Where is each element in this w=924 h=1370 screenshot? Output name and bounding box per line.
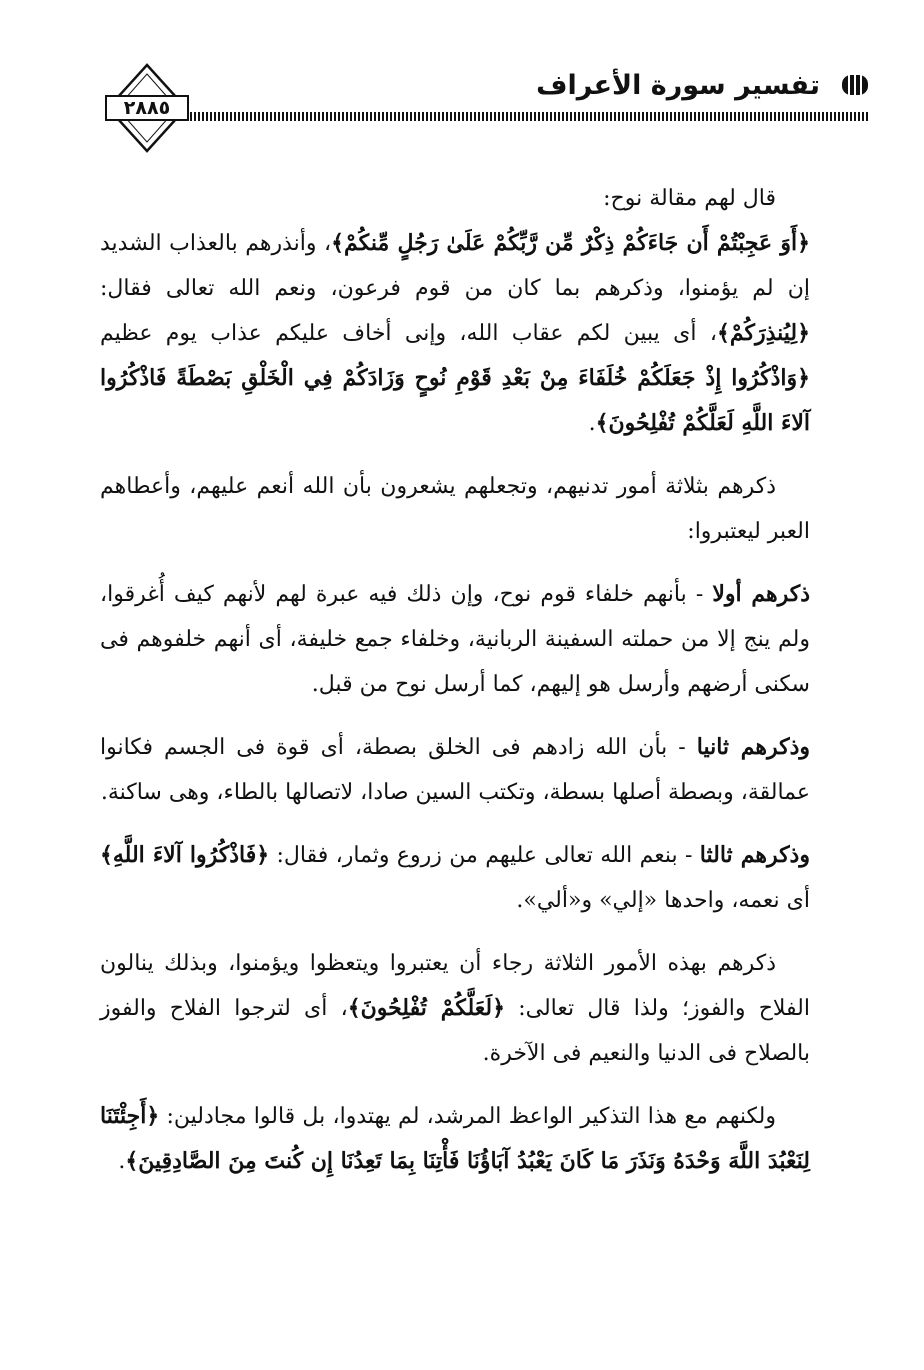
paragraph-p1: [100, 176, 810, 221]
bold-text: ﴿لَعَلَّكُمْ تُفْلِحُونَ﴾: [347, 995, 505, 1021]
body-text: ، أى يبين لكم عقاب الله، وإنى أخاف عليكم عذاب يوم عظيم: [100, 321, 717, 346]
body-text: .: [118, 1149, 126, 1174]
body-text: قال لهم مقالة نوح:: [603, 186, 776, 211]
bold-text: وذكرهم ثالثا: [699, 842, 810, 868]
body-text: ولكنهم مع هذا التذكير الواعظ المرشد، لم يهتدوا، بل قالوا مجادلين:: [159, 1104, 776, 1129]
paragraph-p8: [100, 1094, 810, 1184]
header-rule: [182, 112, 870, 121]
body-text: - بنعم الله تعالى عليهم من زروع وثمار، فقال:: [269, 843, 700, 868]
bold-text: ﴿وَاذْكُرُوا إِذْ جَعَلَكُمْ خُلَفَاءَ مِنْ بَعْدِ قَوْمِ نُوحٍ وَزَادَكُمْ فِي الْخَلْقِ بَصْطَةً فَاذْكُرُوا آلاءَ اللَّهِ لَعَلَّكُمْ تُفْلِحُونَ﴾: [100, 365, 810, 436]
page-number-badge: [104, 62, 190, 154]
body-text: - بأن الله زادهم فى الخلق بصطة، أى قوة فى الجسم فكانوا عمالقة، وبصطة أصلها بسطة، وتكتب السين صادا، لاتصالها بالطاء، وهى ساكنة.: [100, 735, 810, 805]
paragraph-p7: [100, 941, 810, 1076]
page-header: [104, 62, 870, 154]
page-title: تفسير سورة الأعراف: [536, 70, 820, 101]
body-text: - بأنهم خلفاء قوم نوح، وإن ذلك فيه عبرة لهم لأنهم كيف أُغرقوا، ولم ينج إلا من حملته السفينة الربانية، وخلفاء جمع خليفة، أى أنهم خلفوهم فى سكنى أرضهم وأرسل هو إليهم، كما أرسل نوح من قبل.: [100, 582, 810, 697]
body-text: ، وأنذرهم بالعذاب الشديد إن لم يؤمنوا، وذكرهم بما كان من قوم فرعون، ونعم الله تعالى فقال:: [100, 231, 810, 301]
bold-text: وذكرهم ثانيا: [696, 734, 810, 760]
bold-text: ﴿أَوَ عَجِبْتُمْ أَن جَاءَكُمْ ذِكْرٌ مِّن رَّبِّكُمْ عَلَىٰ رَجُلٍ مِّنكُمْ﴾: [331, 230, 810, 256]
body-text: ، أى لترجوا الفلاح والفوز بالصلاح فى الدنيا والنعيم فى الآخرة.: [100, 996, 810, 1066]
body-text: ذكرهم بهذه الأمور الثلاثة رجاء أن يعتبروا ويتعظوا ويؤمنوا، وبذلك ينالون الفلاح والفوز؛ ولذا قال تعالى:: [100, 951, 810, 1021]
body-text: أى نعمه، واحدها «إلي» و«ألي».: [516, 888, 810, 913]
page-body: [100, 176, 810, 1184]
body-text: .: [588, 411, 596, 436]
paragraph-p5: [100, 725, 810, 815]
bold-text: ﴿فَاذْكُرُوا آلاءَ اللَّهِ﴾: [100, 842, 270, 868]
paragraph-p4: [100, 572, 810, 707]
bold-text: ﴿لِيُنذِرَكُمْ﴾: [716, 320, 810, 346]
paragraph-p2: [100, 221, 810, 446]
ornament-icon: [840, 72, 870, 98]
bold-text: ذكرهم أولا: [712, 581, 810, 607]
paragraph-p6: [100, 833, 810, 923]
page-number: ٢٨٨٥: [123, 97, 171, 119]
bold-text: ﴿أَجِئْتَنَا لِنَعْبُدَ اللَّهَ وَحْدَهُ وَنَذَرَ مَا كَانَ يَعْبُدُ آبَاؤُنَا فَأْتِنَا بِمَا تَعِدُنَا إِن كُنتَ مِنَ الصَّادِقِينَ﴾: [100, 1103, 810, 1174]
paragraph-p3: [100, 464, 810, 554]
body-text: ذكرهم بثلاثة أمور تدنيهم، وتجعلهم يشعرون بأن الله أنعم عليهم، وأعطاهم العبر ليعتبروا:: [100, 474, 810, 544]
